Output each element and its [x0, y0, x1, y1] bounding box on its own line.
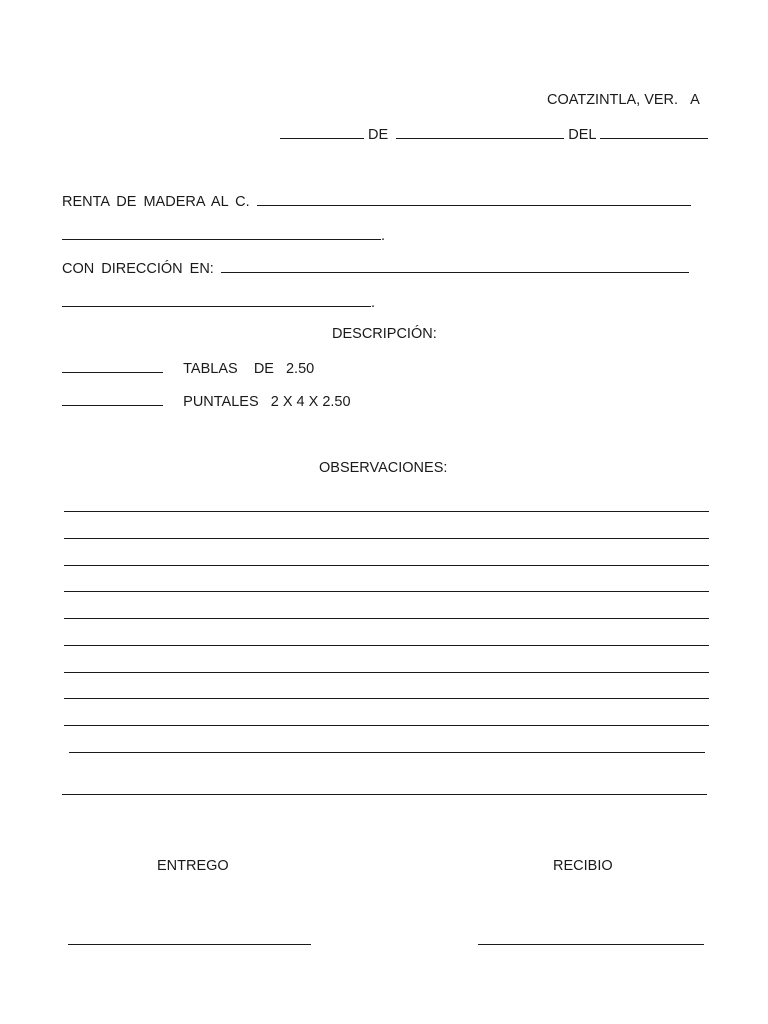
direccion-period: .	[371, 295, 376, 311]
observation-line[interactable]	[69, 752, 705, 753]
item-puntales	[62, 392, 351, 411]
observation-line[interactable]	[64, 511, 709, 512]
descripcion-title: DESCRIPCIÓN:	[332, 326, 437, 342]
renta-line-2	[62, 226, 385, 245]
recibio-label: RECIBIO	[553, 858, 613, 874]
entrego-label: ENTREGO	[157, 858, 229, 874]
observation-line[interactable]	[64, 725, 709, 726]
client-name-field[interactable]	[257, 192, 691, 206]
client-name-field-2[interactable]	[62, 226, 381, 240]
place-line	[547, 91, 700, 109]
tablas-spec: DE 2.50	[253, 361, 315, 377]
observation-line[interactable]	[62, 794, 707, 795]
observation-line[interactable]	[64, 565, 709, 566]
renta-line	[62, 192, 691, 211]
year-field[interactable]	[600, 125, 708, 139]
observation-line[interactable]	[64, 698, 709, 699]
address-field-2[interactable]	[62, 293, 371, 307]
address-field[interactable]	[221, 259, 689, 273]
entrego-signature-line[interactable]	[68, 944, 311, 945]
place-text: COATZINTLA, VER.	[547, 92, 679, 108]
direccion-label: CON DIRECCIÓN EN:	[62, 261, 214, 277]
day-field[interactable]	[280, 125, 364, 139]
de-label: DE	[368, 127, 389, 143]
observation-line[interactable]	[64, 645, 709, 646]
observaciones-title: OBSERVACIONES:	[319, 460, 448, 476]
direccion-line	[62, 259, 689, 278]
observation-line[interactable]	[64, 618, 709, 619]
del-label: DEL	[568, 127, 596, 143]
observation-line[interactable]	[64, 591, 709, 592]
puntales-label: PUNTALES	[183, 394, 259, 410]
observation-line[interactable]	[64, 672, 709, 673]
month-field[interactable]	[396, 125, 564, 139]
direccion-line-2	[62, 293, 375, 312]
recibio-signature-line[interactable]	[478, 944, 704, 945]
date-line	[280, 125, 708, 144]
tablas-quantity-field[interactable]	[62, 359, 163, 373]
item-tablas	[62, 359, 314, 378]
renta-period: .	[381, 228, 386, 244]
puntales-quantity-field[interactable]	[62, 392, 163, 406]
renta-label: RENTA DE MADERA AL C.	[62, 194, 250, 210]
place-prefix: A	[690, 92, 700, 108]
tablas-label: TABLAS	[183, 361, 238, 377]
puntales-spec: 2 X 4 X 2.50	[270, 394, 351, 410]
observation-line[interactable]	[64, 538, 709, 539]
